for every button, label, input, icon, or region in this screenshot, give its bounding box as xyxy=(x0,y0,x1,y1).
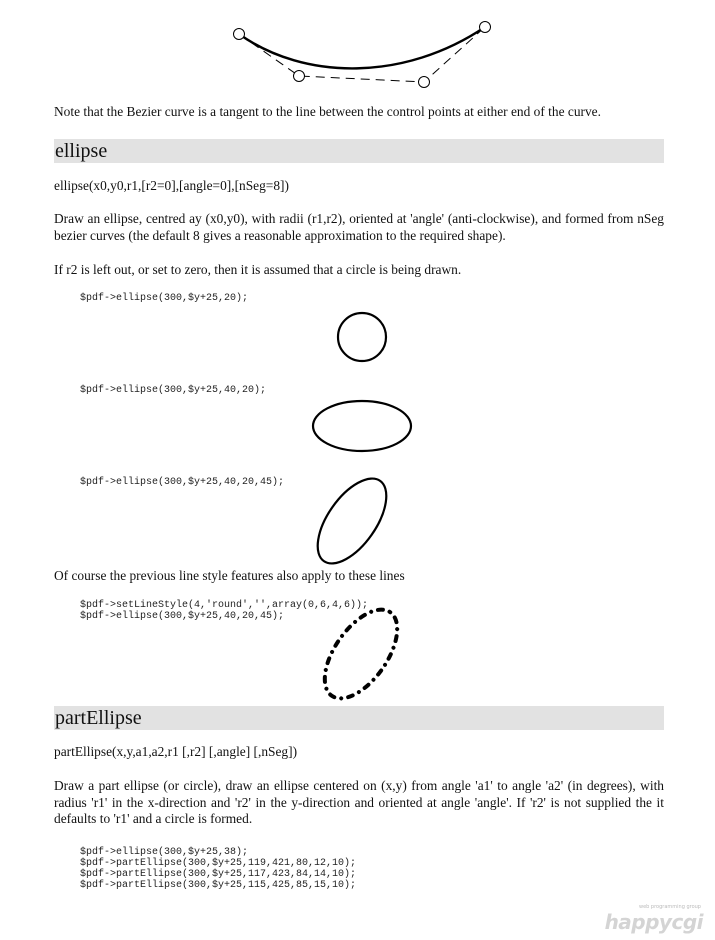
bezier-curve-figure xyxy=(225,15,505,95)
rotated-ellipse-figure xyxy=(312,476,392,566)
partellipse-code-line4: $pdf->partEllipse(300,$y+25,115,425,85,15,10); xyxy=(80,880,357,891)
ellipse-example1-code: $pdf->ellipse(300,$y+25,20); xyxy=(80,293,249,304)
partellipse-description: Draw a part ellipse (or circle), draw an ellipse centered on (x,y) from angle 'a1' to angle 'a2' (in degrees), with radius 'r1' in the x-direction and 'r2' in the y-direction and oriented at angle 'angle'. If 'r2' is not supplied the it defaults to 'r1' and a circle is formed. xyxy=(54,778,664,826)
horizontal-ellipse-figure xyxy=(306,394,418,458)
dotted-rotated-ellipse-figure xyxy=(312,607,410,701)
watermark-logo: happycgi xyxy=(604,910,703,934)
partellipse-code-line2: $pdf->partEllipse(300,$y+25,119,421,80,12,10); xyxy=(80,858,357,869)
ellipse-description: Draw an ellipse, centred ay (x0,y0), with radii (r1,r2), oriented at 'angle' (anti-clockwise), and formed from nSeg bezier curves (the default 8 gives a reasonable approximation to the required shape). xyxy=(54,211,664,243)
ellipse-example2-code: $pdf->ellipse(300,$y+25,40,20); xyxy=(80,385,267,396)
circle-figure xyxy=(330,305,394,369)
partellipse-section-heading: partEllipse xyxy=(54,706,664,730)
ellipse-section-heading: ellipse xyxy=(54,139,664,163)
ellipse-example4-code-line2: $pdf->ellipse(300,$y+25,40,20,45); xyxy=(80,611,285,622)
ellipse-example4-code-line1: $pdf->setLineStyle(4,'round','',array(0,6,4,6)); xyxy=(80,600,369,611)
watermark-tagline: web programming group xyxy=(639,904,701,910)
partellipse-code-line3: $pdf->partEllipse(300,$y+25,117,423,84,14,10); xyxy=(80,869,357,880)
bezier-tangent-note: Note that the Bezier curve is a tangent to the line between the control points at either end of the curve. xyxy=(54,104,601,119)
partellipse-code-line1: $pdf->ellipse(300,$y+25,38); xyxy=(80,847,249,858)
ellipse-signature: ellipse(x0,y0,r1,[r2=0],[angle=0],[nSeg=8]) xyxy=(54,178,289,193)
ellipse-r2-note: If r2 is left out, or set to zero, then it is assumed that a circle is being drawn. xyxy=(54,262,462,277)
partellipse-signature: partEllipse(x,y,a1,a2,r1 [,r2] [,angle] [,nSeg]) xyxy=(54,744,298,759)
ellipse-linestyle-note: Of course the previous line style features also apply to these lines xyxy=(54,568,405,583)
ellipse-example3-code: $pdf->ellipse(300,$y+25,40,20,45); xyxy=(80,477,285,488)
